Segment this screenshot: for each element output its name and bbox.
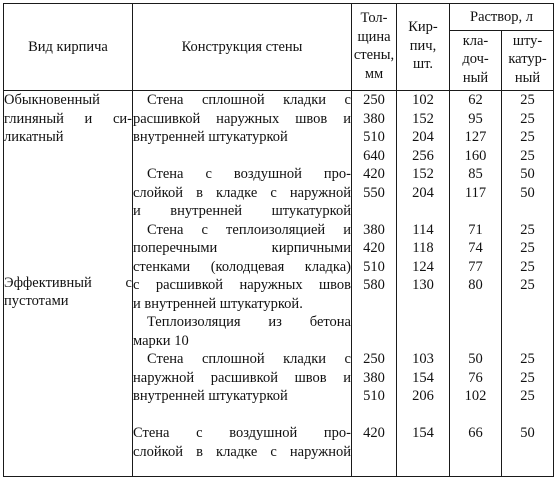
construction-line: Стена с теплоизоляцией и — [147, 221, 351, 238]
thickness-column — [352, 91, 397, 477]
construction-line: и внутренней штукатуркой. — [133, 295, 303, 312]
kind-line: ликатный — [4, 129, 64, 145]
construction-line: и внутренней штукатуркой — [133, 203, 351, 219]
masonry-cell: 76 — [468, 369, 483, 386]
header-construction: Конструкция стены — [133, 4, 352, 91]
thickness-cell: 580 — [363, 277, 385, 293]
thickness-cell: 380 — [363, 110, 385, 127]
header-mortar: Раствор, л — [450, 4, 554, 31]
masonry-cell: 66 — [468, 425, 483, 441]
kind-line: Обыкновенный — [4, 92, 100, 108]
header-bricks-line: шт. — [412, 56, 434, 73]
masonry-cell: 77 — [468, 258, 483, 275]
masonry-cell: 80 — [468, 277, 483, 293]
thickness-cell — [352, 295, 396, 314]
header-thickness-line: мм — [364, 65, 384, 82]
header-thickness-line: Тол- — [360, 10, 388, 26]
plaster-cell: 25 — [520, 147, 535, 164]
bricks-cell: 204 — [412, 129, 434, 145]
construction-spacer — [133, 406, 351, 425]
plaster-cell — [502, 443, 553, 462]
plaster-cell — [502, 313, 553, 332]
plaster-cell: 25 — [520, 221, 535, 238]
bricks-column — [397, 91, 450, 477]
thickness-cell: 420 — [363, 240, 385, 256]
bricks-cell: 103 — [412, 351, 434, 367]
header-bricks-line: пич, — [409, 37, 437, 54]
plaster-cell: 50 — [520, 166, 535, 182]
masonry-cell: 102 — [464, 388, 487, 404]
masonry-cell — [450, 406, 501, 425]
masonry-cell — [450, 295, 501, 314]
header-thickness-line: щина — [357, 28, 391, 45]
plaster-cell: 25 — [520, 369, 535, 386]
bricks-cell — [397, 443, 449, 462]
thickness-cell: 510 — [363, 258, 385, 275]
bricks-cell — [397, 406, 449, 425]
masonry-cell: 127 — [464, 129, 487, 145]
masonry-cell: 95 — [468, 110, 483, 127]
thickness-cell: 250 — [363, 351, 385, 367]
bricks-cell: 130 — [412, 277, 434, 293]
construction-line: поперечными кирпичными — [133, 240, 351, 256]
thickness-cell: 380 — [363, 369, 385, 386]
construction-line: Стена сплошной кладки с — [147, 92, 351, 108]
kind-line: пустотами — [4, 293, 69, 309]
header-masonry-line: доч- — [462, 51, 489, 68]
thickness-cell: 510 — [363, 388, 385, 404]
construction-line: слойкой в кладке с наружной — [133, 443, 351, 460]
bricks-cell — [397, 202, 449, 221]
bricks-cell: 114 — [412, 221, 434, 238]
plaster-cell: 25 — [520, 92, 535, 108]
masonry-cell: 74 — [468, 240, 483, 256]
masonry-column — [450, 91, 502, 477]
header-mortar-masonry — [450, 31, 502, 91]
header-bricks-line: Кир- — [408, 19, 438, 36]
brick-wall-table — [3, 3, 554, 477]
plaster-cell: 25 — [520, 258, 535, 275]
bricks-cell — [397, 332, 449, 351]
plaster-cell: 25 — [520, 240, 535, 256]
masonry-cell: 71 — [468, 221, 483, 238]
plaster-cell: 50 — [520, 425, 535, 441]
masonry-cell: 62 — [468, 92, 483, 108]
masonry-cell — [450, 202, 501, 221]
bricks-cell: 124 — [412, 258, 434, 275]
kind-column — [4, 91, 133, 477]
thickness-cell: 420 — [363, 425, 385, 441]
header-mortar-plaster — [502, 31, 554, 91]
construction-line: внутренней штукатуркой — [133, 388, 288, 404]
construction-line: марки 10 — [133, 332, 189, 349]
construction-spacer — [133, 147, 351, 166]
plaster-cell: 50 — [520, 184, 535, 201]
bricks-cell — [397, 313, 449, 332]
header-thickness-line: стены, — [353, 47, 395, 63]
construction-line: Теплоизоляция из бетона — [147, 314, 351, 330]
header-kind: Вид кирпича — [4, 4, 133, 91]
masonry-cell — [450, 313, 501, 332]
plaster-cell: 25 — [520, 351, 535, 367]
thickness-cell: 510 — [363, 129, 385, 145]
construction-line: с расшивкой наружных швов — [133, 277, 351, 293]
construction-line: расшивкой наружных швов и — [133, 110, 351, 127]
header-plaster-line: катур- — [508, 51, 547, 68]
header-masonry-line: ный — [462, 69, 489, 86]
bricks-cell: 154 — [412, 369, 434, 386]
construction-line: Стена с воздушной про- — [133, 425, 351, 441]
construction-line: наружной расшивкой швов и — [133, 369, 351, 386]
bricks-cell: 204 — [412, 184, 434, 201]
thickness-cell — [352, 313, 396, 332]
masonry-cell — [450, 443, 501, 462]
bricks-cell: 206 — [412, 388, 434, 404]
masonry-cell: 117 — [464, 184, 487, 201]
bricks-cell: 118 — [412, 240, 434, 256]
header-plaster-line: шту- — [512, 32, 543, 49]
thickness-cell — [352, 332, 396, 351]
masonry-cell — [450, 332, 501, 351]
thickness-cell: 250 — [363, 92, 385, 108]
construction-line: Стена сплошной кладки с — [147, 351, 351, 367]
plaster-cell — [502, 295, 553, 314]
kind-line: Эффективный с — [4, 274, 132, 291]
header-plaster-line: ный — [514, 69, 541, 86]
plaster-cell — [502, 202, 553, 221]
header-masonry-line: кла- — [462, 32, 489, 49]
bricks-cell: 154 — [412, 425, 434, 441]
plaster-cell: 25 — [520, 129, 535, 145]
plaster-cell: 25 — [520, 277, 535, 293]
header-thickness — [352, 4, 397, 91]
construction-line: Стена с воздушной про- — [147, 166, 351, 182]
bricks-cell — [397, 295, 449, 314]
plaster-cell: 25 — [520, 388, 535, 404]
construction-line: стенками (колодцевая кладка) — [133, 258, 351, 275]
thickness-cell: 380 — [363, 221, 385, 238]
thickness-cell: 420 — [363, 166, 385, 182]
plaster-cell: 25 — [520, 110, 535, 127]
masonry-cell: 50 — [468, 351, 483, 367]
masonry-cell: 160 — [464, 147, 487, 164]
thickness-cell — [352, 406, 396, 425]
thickness-cell: 550 — [363, 184, 385, 201]
plaster-cell — [502, 332, 553, 351]
kind-line: глиняный и си- — [4, 110, 132, 127]
thickness-cell — [352, 202, 396, 221]
bricks-cell: 152 — [412, 110, 434, 127]
bricks-cell: 102 — [412, 92, 434, 108]
kind-ordinary — [4, 91, 132, 147]
kind-effective — [4, 274, 132, 311]
construction-line: внутренней штукатуркой — [133, 129, 288, 145]
plaster-column — [502, 91, 554, 477]
thickness-cell: 640 — [363, 147, 385, 164]
bricks-cell: 256 — [412, 147, 434, 164]
masonry-cell: 85 — [468, 166, 483, 182]
thickness-cell — [352, 443, 396, 462]
bricks-cell: 152 — [412, 166, 434, 182]
header-bricks — [397, 4, 450, 91]
construction-column — [133, 91, 352, 477]
construction-line: слойкой в кладке с наружной — [133, 184, 351, 201]
plaster-cell — [502, 406, 553, 425]
